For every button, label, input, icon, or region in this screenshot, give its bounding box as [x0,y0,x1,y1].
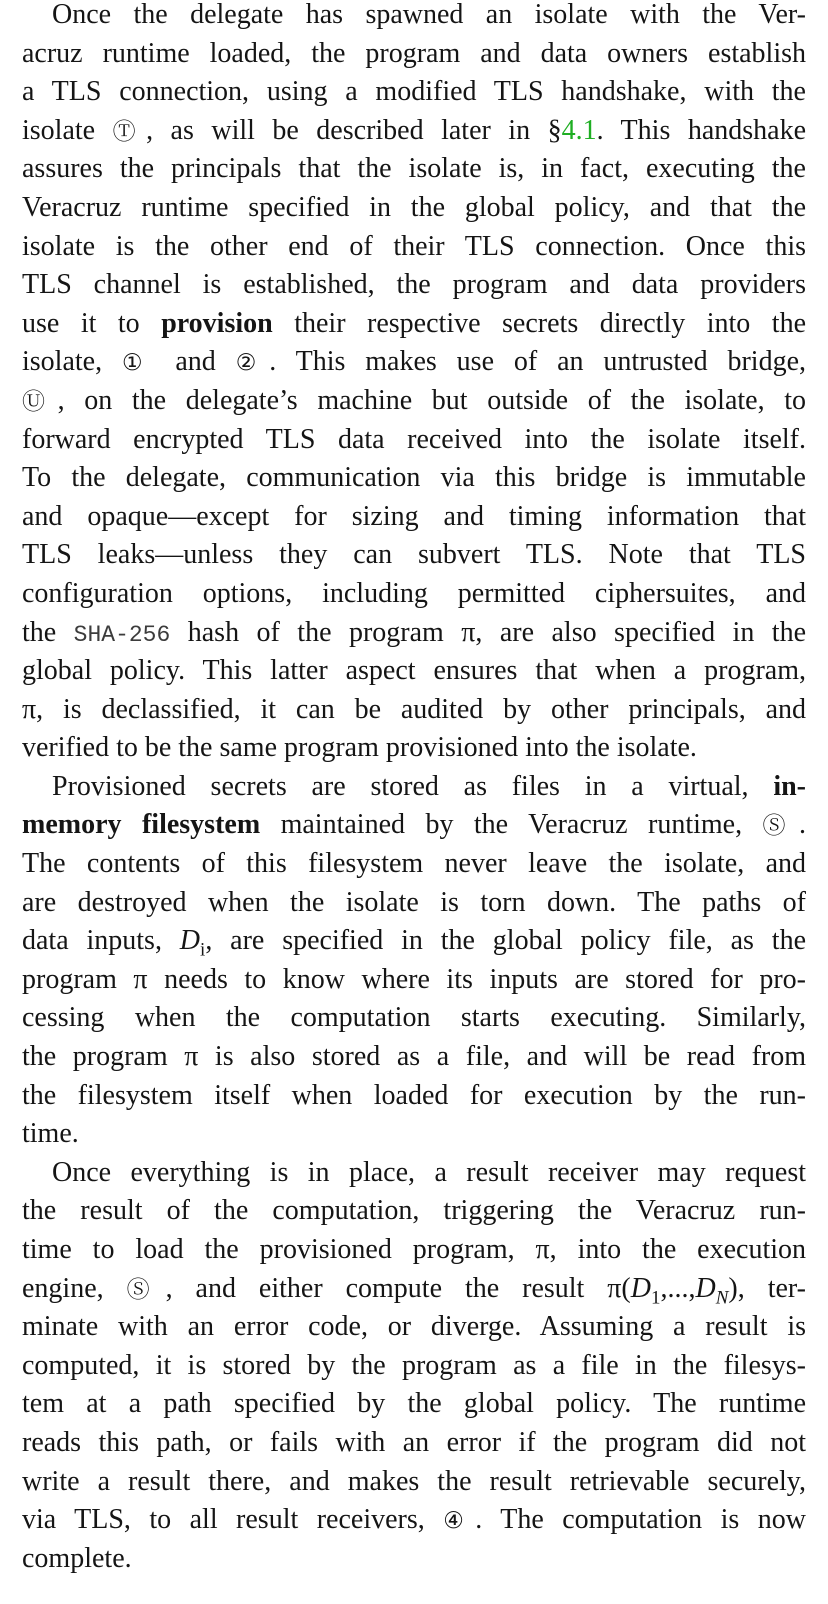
circled-marker: Ⓣ [112,118,147,145]
text-line [22,305,806,344]
text-line [22,806,806,845]
circled-marker: Ⓢ [126,1276,166,1303]
text-run: . This makes use of an untrusted bridge, [269,346,806,378]
text-line [22,228,806,267]
text-run: π, is declassified, it can be audited by other principals, and [22,693,806,725]
text-run: . This handshake [596,114,806,146]
text-run: are destroyed when the isolate is torn down. The paths of [22,886,806,918]
text-line [22,1501,806,1540]
text-line [22,536,806,575]
text-run: Once the delegate has spawned an isolate with the Ver- [52,0,806,30]
text-line [22,1347,806,1386]
text-line [22,1231,806,1270]
text-run: , and either compute the result π( [165,1272,631,1304]
text-run: The contents of this filesystem never leave the isolate, and [22,848,806,880]
text-run: the filesystem itself when loaded for execution by the run- [22,1079,806,1111]
text-run: To the delegate, communication via this bridge is immutable [22,462,806,494]
text-run: . [799,809,806,841]
text-run: complete. [22,1542,132,1574]
text-line [22,0,806,35]
text-line [22,614,806,653]
text-run: minate with an error code, or diverge. Assuming a result is [22,1311,806,1343]
text-line [22,1192,806,1231]
text-line [22,35,806,74]
text-run: D [179,925,201,957]
text-line [22,961,806,1000]
text-line [22,1115,806,1154]
paragraph-1 [22,0,806,768]
circled-marker: Ⓤ [22,388,58,415]
circled-marker: Ⓢ [762,813,800,840]
text-line [22,768,806,807]
text-line [22,73,806,112]
text-run: global policy. This latter aspect ensures that when a program, [22,655,806,687]
text-run: time. [22,1118,79,1150]
text-run: acruz runtime loaded, the program and data owners establish [22,37,806,69]
text-run: the result of the computation, triggering the Veracruz run- [22,1195,806,1227]
text-run: TLS leaks—unless they can subvert TLS. Note that TLS [22,539,806,571]
text-run: N [715,1287,729,1309]
text-line [22,1077,806,1116]
text-line [22,845,806,884]
text-run: , as will be described later in § [146,114,562,146]
text-run: Provisioned secrets are stored as files in a virtual, [52,770,774,802]
text-run: the program π is also stored as a file, and will be read from [22,1041,806,1073]
text-run: a TLS connection, using a modified TLS handshake, with the [22,76,806,108]
text-run: ,..., [660,1272,696,1304]
text-run: Once everything is in place, a result receiver may request [52,1156,806,1188]
text-run: write a result there, and makes the result retrievable securely, [22,1465,806,1497]
text-run: reads this path, or fails with an error if the program did not [22,1426,806,1458]
text-line [22,421,806,460]
text-run: use it to [22,307,162,339]
text-line [22,266,806,305]
text-run: . The computation is now [475,1504,806,1536]
text-line [22,575,806,614]
text-run: 1 [651,1287,661,1309]
text-line [22,112,806,151]
text-line [22,150,806,189]
text-run: and opaque—except for sizing and timing information that [22,500,806,532]
text-line [22,1038,806,1077]
text-line [22,691,806,730]
text-run: Veracruz runtime specified in the global policy, and that the [22,191,806,223]
text-run: tem at a path specified by the global policy. The runtime [22,1388,806,1420]
text-run: isolate is the other end of their TLS connection. Once this [22,230,806,262]
text-run: configuration options, including permitted ciphersuites, and [22,577,806,609]
text-run: the [22,616,74,648]
text-line [22,343,806,382]
text-run: forward encrypted TLS data received into the isolate itself. [22,423,806,455]
text-line [22,922,806,961]
text-line [22,999,806,1038]
text-run: D [630,1272,651,1304]
circled-marker: ④ [443,1508,476,1535]
text-run: verified to be the same program provisioned into the isolate. [22,732,697,764]
text-run: , on the delegate’s machine but outside of the isolate, to [57,384,806,416]
text-line [22,1385,806,1424]
text-run: assures the principals that the isolate is, in fact, executing the [22,153,806,185]
section-reference-link[interactable]: 4.1 [561,114,597,146]
text-line [22,884,806,923]
paragraph-3 [22,1154,806,1579]
text-run: ), ter- [728,1272,806,1304]
text-line [22,498,806,537]
text-line [22,459,806,498]
text-run: their respective secrets directly into the [272,307,806,339]
text-run: program π needs to know where its inputs are stored for pro- [22,963,806,995]
text-run: , are specified in the global policy file, as the [205,925,806,957]
text-line [22,1270,806,1309]
text-run: SHA-256 [73,621,171,648]
text-line [22,382,806,421]
text-run: via TLS, to all result receivers, [22,1504,444,1536]
text-run: maintained by the Veracruz runtime, [260,809,763,841]
text-run: i [200,939,206,961]
text-run: D [695,1272,716,1304]
text-run: data inputs, [22,925,180,957]
circled-marker: ② [235,350,270,377]
text-line [22,652,806,691]
text-run: and [155,346,236,378]
text-run: hash of the program π, are also specified in the [170,616,806,648]
text-run: isolate, [22,346,122,378]
text-run: TLS channel is established, the program and data providers [22,269,806,301]
text-line [22,1463,806,1502]
text-line [22,1308,806,1347]
text-line [22,1154,806,1193]
text-run: in- [773,770,806,802]
text-run: cessing when the computation starts executing. Similarly, [22,1002,806,1034]
circled-marker: ① [121,350,156,377]
paragraph-2 [22,768,806,1154]
text-line [22,729,806,768]
text-run: isolate [22,114,113,146]
text-line [22,1424,806,1463]
text-run: time to load the provisioned program, π, into the execution [22,1234,806,1265]
text-run: computed, it is stored by the program as a file in the filesys- [22,1349,806,1381]
text-run: engine, [22,1272,127,1304]
text-line [22,1540,806,1579]
text-run: memory filesystem [22,809,261,841]
text-run: provision [161,307,273,339]
text-line [22,189,806,228]
